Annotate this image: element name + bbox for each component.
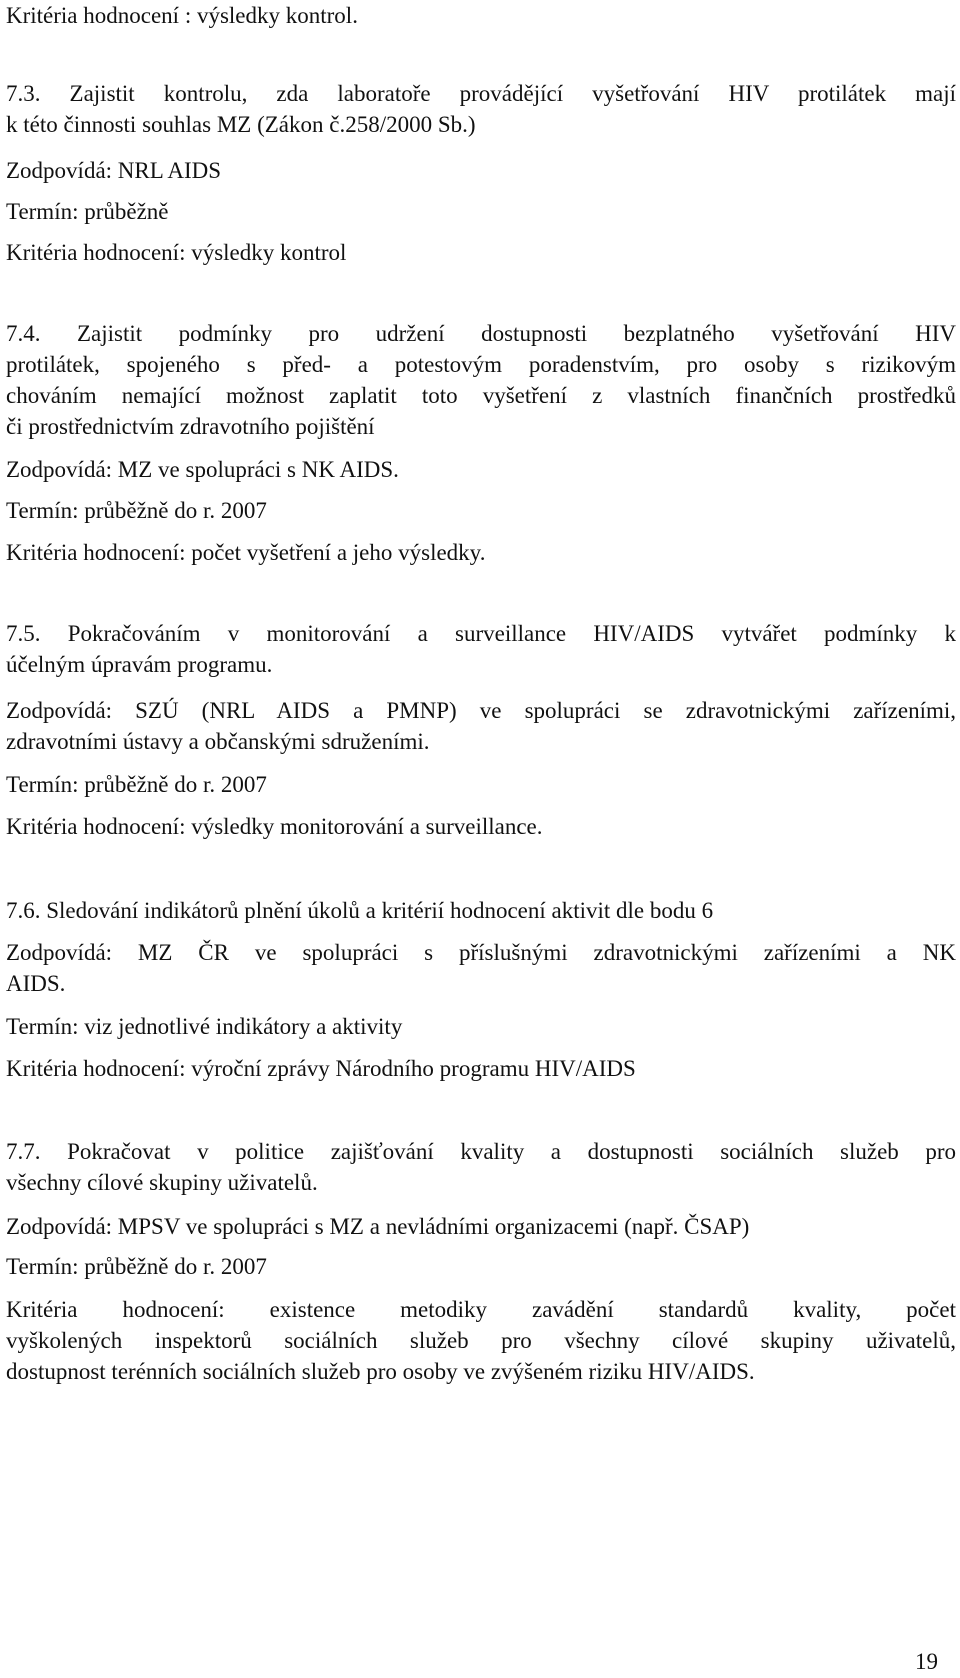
section-7-3-task-line: k této činnosti souhlas MZ (Zákon č.258/2000 Sb.) [6,112,476,137]
section-7-5-responsible-line: zdravotními ústavy a občanskými sdruženími. [6,729,430,754]
section-7-4-task [6,318,956,442]
section-7-6-responsible [6,937,956,999]
section-7-4-responsible: Zodpovídá: MZ ve spolupráci s NK AIDS. [6,457,399,482]
intro-criteria: Kritéria hodnocení : výsledky kontrol. [6,3,358,28]
section-7-4-task-line: protilátek, spojeného s před- a potestovým poradenstvím, pro osoby s rizikovým [6,352,956,377]
page-number: 19 [915,1649,938,1674]
section-7-6-criteria: Kritéria hodnocení: výroční zprávy Národního programu HIV/AIDS [6,1056,636,1081]
section-7-7-deadline: Termín: průběžně do r. 2007 [6,1254,267,1279]
section-7-6-responsible-line: AIDS. [6,971,66,996]
section-7-7-criteria-line: dostupnost terénních sociálních služeb pro osoby ve zvýšeném riziku HIV/AIDS. [6,1359,755,1384]
section-7-4-task-line: chováním nemající možnost zaplatit toto vyšetření z vlastních finančních prostředků [6,383,956,408]
section-7-4-deadline: Termín: průběžně do r. 2007 [6,498,267,523]
section-7-7-criteria-line: vyškolených inspektorů sociálních služeb pro všechny cílové skupiny uživatelů, [6,1328,956,1353]
section-7-5-task-line: účelným úpravám programu. [6,652,273,677]
section-7-5-deadline: Termín: průběžně do r. 2007 [6,772,267,797]
section-7-3-criteria: Kritéria hodnocení: výsledky kontrol [6,240,347,265]
section-7-7-criteria [6,1294,956,1387]
section-7-3-task [6,78,956,140]
section-7-7-task [6,1136,956,1198]
section-7-6-responsible-line: Zodpovídá: MZ ČR ve spolupráci s příslušnými zdravotnickými zařízeními a NK [6,940,956,965]
section-7-7-criteria-line: Kritéria hodnocení: existence metodiky zavádění standardů kvality, počet [6,1297,956,1322]
section-7-7-task-line: všechny cílové skupiny uživatelů. [6,1170,318,1195]
section-7-4-task-line: 7.4. Zajistit podmínky pro udržení dostupnosti bezplatného vyšetřování HIV [6,321,956,346]
section-7-5-responsible-line: Zodpovídá: SZÚ (NRL AIDS a PMNP) ve spolupráci se zdravotnickými zařízeními, [6,698,956,723]
section-7-6-task: 7.6. Sledování indikátorů plnění úkolů a kritérií hodnocení aktivit dle bodu 6 [6,898,714,923]
section-7-4-criteria: Kritéria hodnocení: počet vyšetření a jeho výsledky. [6,540,486,565]
section-7-5-responsible [6,695,956,757]
section-7-5-criteria: Kritéria hodnocení: výsledky monitorování a surveillance. [6,814,543,839]
section-7-3-deadline: Termín: průběžně [6,199,169,224]
section-7-3-task-line: 7.3. Zajistit kontrolu, zda laboratoře provádějící vyšetřování HIV protilátek mají [6,81,956,106]
section-7-5-task-line: 7.5. Pokračováním v monitorování a surveillance HIV/AIDS vytvářet podmínky k [6,621,956,646]
section-7-5-task [6,618,956,680]
section-7-3-responsible: Zodpovídá: NRL AIDS [6,158,222,183]
section-7-4-task-line: či prostřednictvím zdravotního pojištění [6,414,375,439]
section-7-7-responsible: Zodpovídá: MPSV ve spolupráci s MZ a nevládními organizacemi (např. ČSAP) [6,1214,750,1239]
section-7-7-task-line: 7.7. Pokračovat v politice zajišťování kvality a dostupnosti sociálních služeb pro [6,1139,956,1164]
section-7-6-deadline: Termín: viz jednotlivé indikátory a aktivity [6,1014,403,1039]
